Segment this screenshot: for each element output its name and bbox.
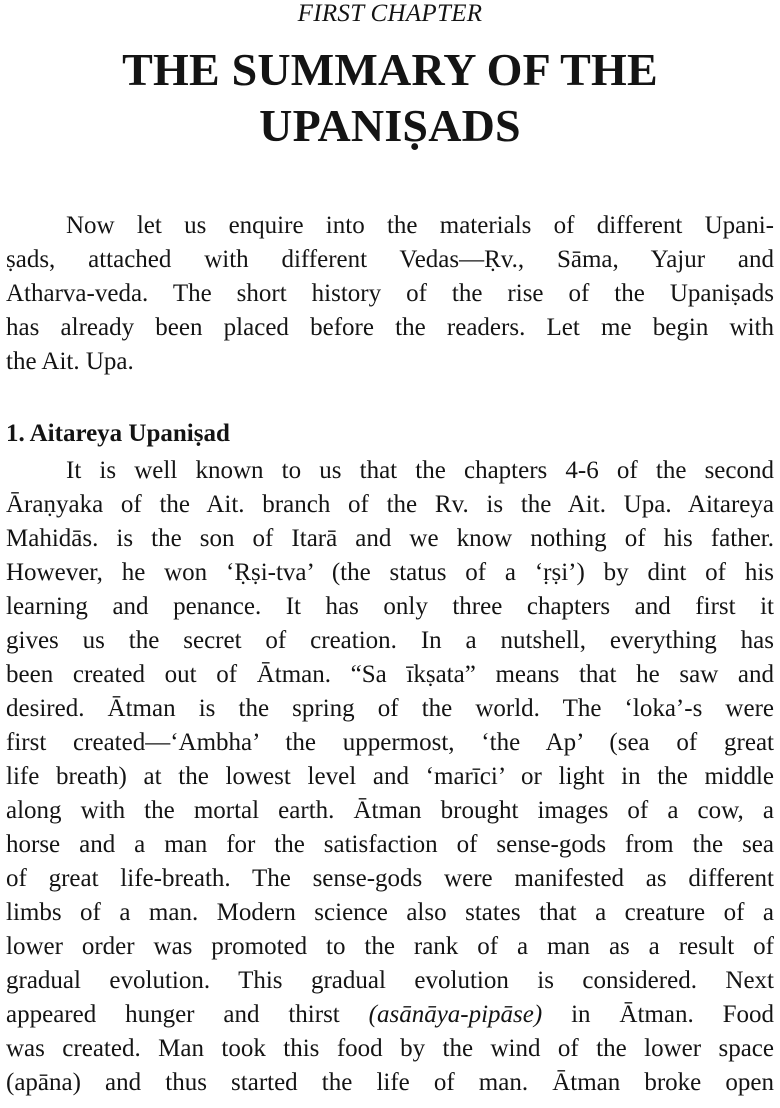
text-line: of great life-breath. The sense-gods were manifested as different (6, 865, 774, 892)
text-line: Now let us enquire into the materials of different Upani- (66, 212, 774, 239)
text-line: learning and penance. It has only three chapters and first it (6, 593, 774, 620)
text-line: limbs of a man. Modern science also states that a creature of a (6, 899, 774, 926)
text-line: desired. Ātman is the spring of the world. The ‘loka’-s were (6, 695, 774, 722)
text-line: ṣads, attached with different Vedas—Ṛv., Sāma, Yajur and (6, 246, 774, 273)
text-line: life breath) at the lowest level and ‘marīci’ or light in the middle (6, 763, 774, 790)
text-line: Mahidās. is the son of Itarā and we know nothing of his father. (6, 525, 774, 552)
text-line: gives us the secret of creation. In a nutshell, everything has (6, 627, 774, 654)
chapter-title-line: THE SUMMARY OF THE (122, 44, 658, 95)
section-heading: 1. Aitareya Upaniṣad (6, 420, 230, 447)
text-line: It is well known to us that the chapters 4-6 of the second (66, 457, 774, 484)
chapter-title-line: UPANIṢADS (259, 100, 521, 151)
text-line: However, he won ‘Ṛṣi-tva’ (the status of a ‘ṛṣi’) by dint of his (6, 559, 774, 586)
text-line: gradual evolution. This gradual evolution is considered. Next (6, 967, 774, 994)
text-line: was created. Man took this food by the wind of the lower space (6, 1035, 774, 1062)
italic-term: (asānāya-pipāse) (368, 1001, 543, 1028)
text-line: Atharva-veda. The short history of the rise of the Upaniṣads (6, 280, 774, 307)
chapter-title (0, 42, 780, 154)
text-line: horse and a man for the satisfaction of sense-gods from the sea (6, 831, 774, 858)
text-line: been created out of Ātman. “Sa īkṣata” means that he saw and (6, 661, 774, 688)
text-line: appeared hunger and thirst (asānāya-pipāse) in Ātman. Food (6, 1001, 774, 1028)
text-line: (apāna) and thus started the life of man. Ātman broke open (6, 1069, 774, 1096)
text-line: along with the mortal earth. Ātman brought images of a cow, a (6, 797, 774, 824)
text-line: Āraṇyaka of the Ait. branch of the Rv. is the Ait. Upa. Aitareya (6, 491, 774, 518)
text-line: has already been placed before the readers. Let me begin with (6, 314, 774, 341)
text-line: first created—‘Ambha’ the uppermost, ‘the Ap’ (sea of great (6, 729, 774, 756)
text-line: the Ait. Upa. (6, 348, 134, 375)
text-line: lower order was promoted to the rank of a man as a result of (6, 933, 774, 960)
chapter-label: FIRST CHAPTER (297, 0, 483, 27)
